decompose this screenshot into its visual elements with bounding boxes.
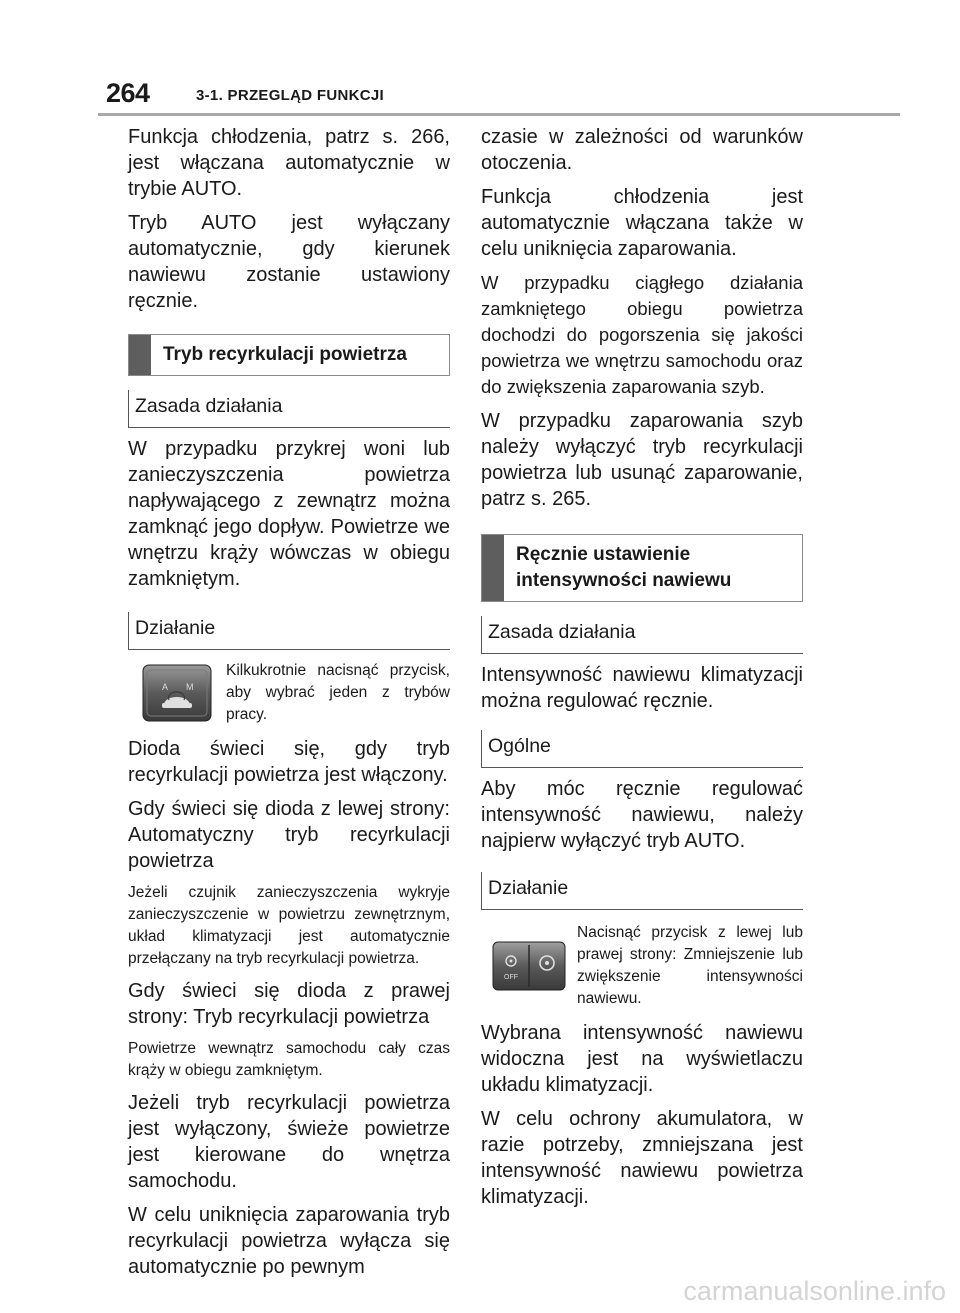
recirculation-button-image — [128, 660, 226, 726]
subheading-text: Zasada działania — [488, 621, 636, 643]
subheading-principle — [481, 616, 803, 654]
watermark: carmanualsonline.info — [683, 1276, 946, 1306]
subheading-principle — [128, 390, 450, 428]
section-box-fan-intensity — [481, 534, 803, 602]
subheading-marker — [128, 390, 129, 427]
fan-speed-buttons-icon — [492, 941, 566, 991]
paragraph: W przypadku zaparowania szyb należy wyłączyć tryb recyrkulacji powietrza lub usunąć zaparowanie, patrz s. 265. — [481, 410, 803, 510]
subheading-text: Działanie — [488, 877, 569, 899]
svg-text:A: A — [162, 682, 169, 692]
paragraph: W celu uniknięcia zaparowania tryb recyrkulacji powietrza wyłącza się automatycznie po pewnym — [128, 1204, 450, 1278]
box-bar — [482, 535, 504, 601]
subheading-operation — [128, 612, 450, 650]
subheading-operation — [481, 872, 803, 910]
right-column — [481, 124, 803, 1218]
paragraph: Intensywność nawiewu klimatyzacji można regulować ręcznie. — [481, 664, 803, 712]
paragraph: Funkcja chłodzenia jest automatycznie włączana także w celu uniknięcia zaparowania. — [481, 186, 803, 260]
subheading-text: Działanie — [135, 617, 216, 639]
paragraph: Jeżeli tryb recyrkulacji powietrza jest wyłączony, świeże powietrze jest kierowane do wnętrza samochodu. — [128, 1092, 450, 1192]
paragraph: W przypadku ciągłego działania zamkniętego obiegu powietrza dochodzi do pogorszenia się jakości powietrza we wnętrzu samochodu oraz do zwiększenia zaparowania szyb. — [481, 272, 803, 397]
page-number: 264 — [106, 78, 150, 108]
paragraph: Powietrze wewnątrz samochodu cały czas krąży w obiegu zamkniętym. — [128, 1040, 450, 1079]
subheading-marker — [128, 612, 129, 649]
paragraph: Jeżeli czujnik zanieczyszczenia wykryje zanieczyszczenie w powietrzu zewnętrznym, układ klimatyzacji jest automatycznie przełączany na tryb recyrkulacji powietrza. — [128, 884, 450, 967]
svg-text:M: M — [186, 682, 194, 692]
subheading-marker — [481, 872, 482, 909]
operation-row — [481, 922, 803, 1010]
paragraph: Aby móc ręcznie regulować intensywność nawiewu, należy najpierw wyłączyć tryb AUTO. — [481, 778, 803, 852]
subheading-general — [481, 730, 803, 768]
subheading-marker — [481, 730, 482, 767]
operation-description: Kilkukrotnie nacisnąć przycisk, aby wybrać jeden z trybów pracy. — [226, 662, 450, 723]
header-rule — [98, 113, 900, 116]
svg-text:OFF: OFF — [504, 974, 518, 981]
fan-button-image — [481, 922, 577, 1010]
paragraph: Gdy świeci się dioda z lewej strony: Automatyczny tryb recyrkulacji powietrza — [128, 798, 450, 872]
paragraph: W celu ochrony akumulatora, w razie potrzeby, zmniejszana jest intensywność nawiewu powietrza klimatyzacji. — [481, 1108, 803, 1208]
recirculation-button-icon — [142, 664, 212, 722]
page-header — [98, 78, 900, 116]
subheading-marker — [481, 616, 482, 653]
subheading-text: Zasada działania — [135, 395, 283, 417]
paragraph: Funkcja chłodzenia, patrz s. 266, jest włączana automatycznie w trybie AUTO. — [128, 126, 450, 200]
paragraph: Dioda świeci się, gdy tryb recyrkulacji powietrza jest włączony. — [128, 738, 450, 786]
box-bar — [129, 335, 151, 375]
box-title: Tryb recyrkulacji powietrza — [163, 344, 407, 365]
operation-description: Nacisnąć przycisk z lewej lub prawej strony: Zmniejszenie lub zwiększenie intensywności nawiewu. — [577, 924, 803, 1007]
paragraph: Tryb AUTO jest wyłączany automatycznie, gdy kierunek nawiewu zostanie ustawiony ręcznie. — [128, 212, 450, 312]
paragraph: Wybrana intensywność nawiewu widoczna jest na wyświetlaczu układu klimatyzacji. — [481, 1022, 803, 1096]
section-title: 3-1. PRZEGLĄD FUNKCJI — [196, 87, 384, 104]
paragraph: Gdy świeci się dioda z prawej strony: Tryb recyrkulacji powietrza — [128, 980, 450, 1028]
left-column — [128, 124, 450, 1288]
subheading-text: Ogólne — [488, 735, 551, 757]
box-title: Ręcznie ustawienie intensywności nawiewu — [516, 544, 732, 591]
paragraph: czasie w zależności od warunków otoczenia. — [481, 126, 803, 174]
paragraph: W przypadku przykrej woni lub zanieczyszczenia powietrza napływającego z zewnątrz można zamknąć jego dopływ. Powietrze we wnętrzu krąży wówczas w obiegu zamkniętym. — [128, 438, 450, 590]
operation-row — [128, 660, 450, 726]
section-box-recirculation — [128, 334, 450, 376]
